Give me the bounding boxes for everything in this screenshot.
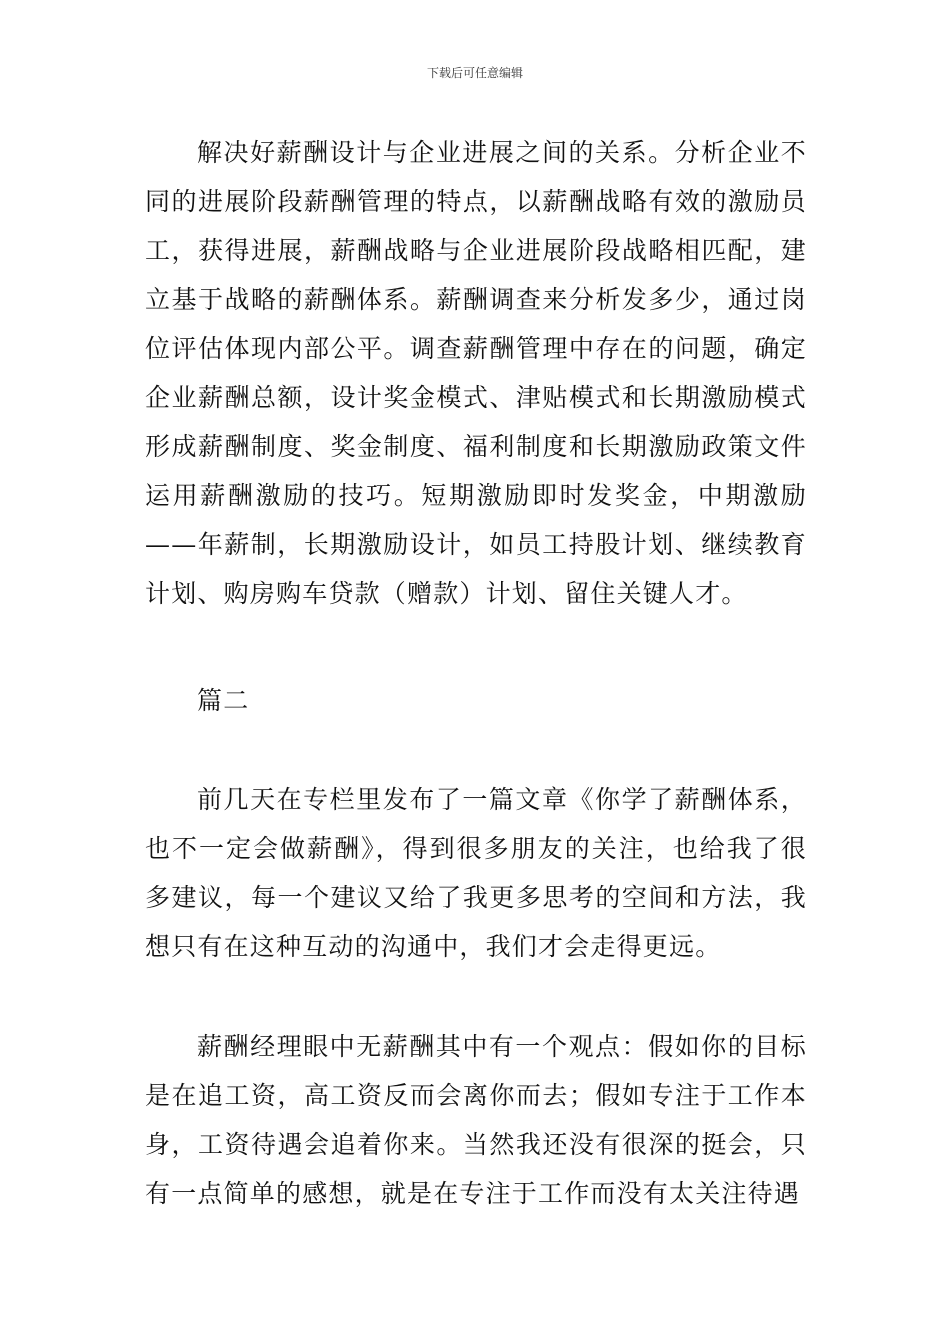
body-paragraph: 解决好薪酬设计与企业进展之间的关系。分析企业不同的进展阶段薪酬管理的特点，以薪酬战略有效的激励员工，获得进展，薪酬战略与企业进展阶段战略相匹配，建立基于战略的薪酬体系。薪酬调查来分析发多少，通过岗位评估体现内部公平。调查薪酬管理中存在的问题，确定企业薪酬总额，设计奖金模式、津贴模式和长期激励模式形成薪酬制度、奖金制度、福利制度和长期激励政策文件运用薪酬激励的技巧。短期激励即时发奖金，中期激励——年薪制，长期激励设计，如员工持股计划、继续教育计划、购房购车贷款（赠款）计划、留住关键人才。 bbox=[145, 138, 807, 608]
page-header: 下载后可任意编辑 bbox=[426, 66, 523, 80]
section-heading: 篇二 bbox=[197, 686, 250, 715]
body-paragraph: 前几天在专栏里发布了一篇文章《你学了薪酬体系，也不一定会做薪酬》，得到很多朋友的关注，也给我了很多建议，每一个建议又给了我更多思考的空间和方法，我想只有在这种互动的沟通中，我们才会走得更远。 bbox=[145, 785, 807, 961]
body-paragraph: 薪酬经理眼中无薪酬其中有一个观点：假如你的目标是在追工资，高工资反而会离你而去；假如专注于工作本身，工资待遇会追着你来。当然我还没有很深的挺会，只有一点简单的感想，就是在专注于工作而没有太关注待遇 bbox=[145, 1032, 807, 1208]
